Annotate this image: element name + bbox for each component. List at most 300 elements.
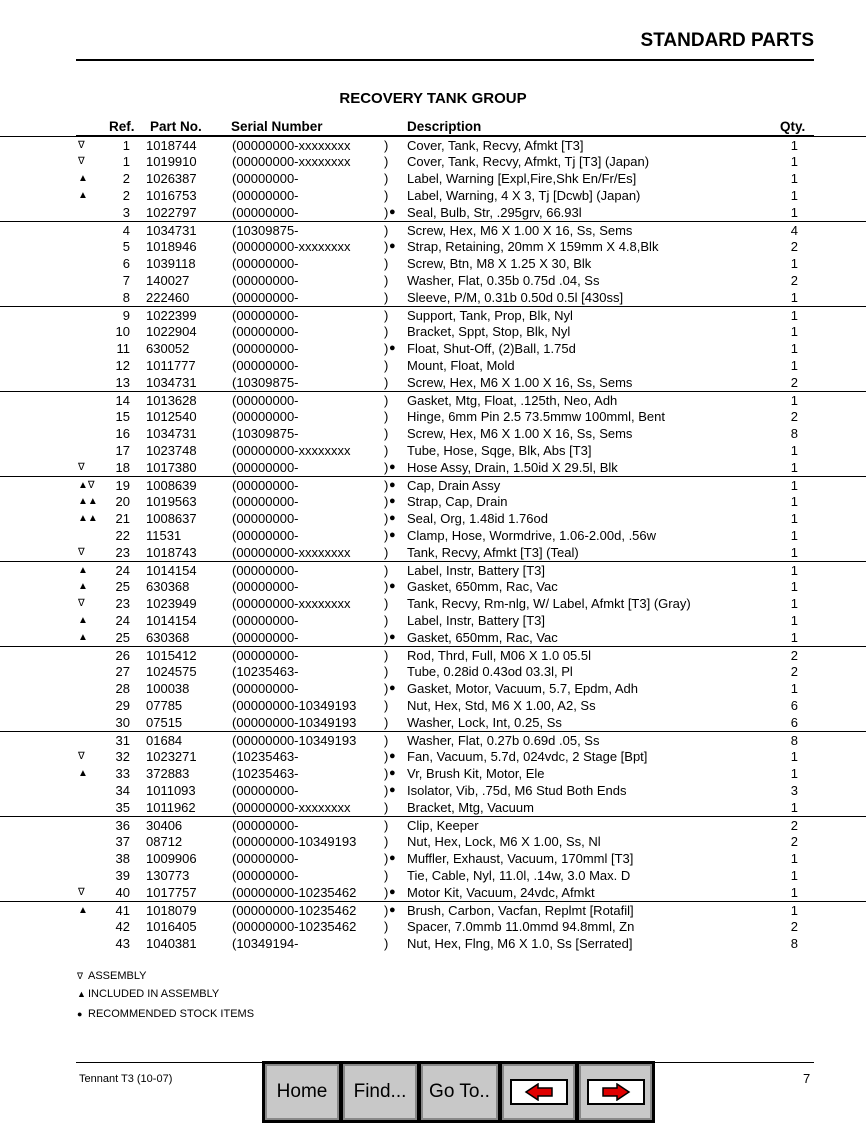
row-paren: ) [384,596,389,611]
row-qty: 1 [790,630,798,645]
row-description: Screw, Hex, M6 X 1.00 X 16, Ss, Sems [407,426,633,441]
row-serial-number: (00000000-xxxxxxxx [232,239,351,254]
row-description: Tie, Cable, Nyl, 11.0l, .14w, 3.0 Max. D [407,868,631,883]
row-paren: ) [384,579,389,594]
row-ref: 15 [115,409,130,424]
row-part-number: 1015412 [146,648,197,663]
row-ref: 3 [122,205,130,220]
row-serial-number: (00000000-10349193 [232,834,357,849]
row-qty: 1 [790,205,798,220]
row-ref: 24 [115,613,130,628]
table-row [0,697,866,714]
row-ref: 2 [122,188,130,203]
row-paren: ) [384,783,389,798]
table-row [0,918,866,935]
row-part-number: 1023748 [146,443,197,458]
row-part-number: 1022399 [146,308,197,323]
row-symbol: ▲ [78,768,88,779]
row-ref: 24 [115,563,130,578]
row-paren: ) [384,851,389,866]
row-part-number: 1018743 [146,545,197,560]
row-qty: 1 [790,563,798,578]
row-paren: ) [384,563,389,578]
row-ref: 20 [115,494,130,509]
row-serial-number: (00000000- [232,188,299,203]
row-part-number: 1024575 [146,664,197,679]
col-head-ref: Ref. [109,119,135,134]
row-qty: 8 [790,733,798,748]
row-symbol: ∇ [78,547,85,558]
next-page-button[interactable] [579,1064,652,1120]
row-paren: ) [384,154,389,169]
row-part-number: 1034731 [146,426,197,441]
row-part-number: 1018946 [146,239,197,254]
row-description: Mount, Float, Mold [407,358,515,373]
table-row [0,510,866,527]
home-button[interactable]: Home [265,1064,339,1120]
row-paren: ) [384,511,389,526]
row-serial-number: (00000000- [232,648,299,663]
row-part-number: 1017380 [146,460,197,475]
row-serial-number: (10309875- [232,223,299,238]
row-stock-icon: ● [389,529,396,541]
row-ref: 2 [122,171,130,186]
row-ref: 10 [115,324,130,339]
row-qty: 6 [790,698,798,713]
row-description: Nut, Hex, Flng, M6 X 1.0, Ss [Serrated] [407,936,633,951]
row-paren: ) [384,613,389,628]
row-description: Brush, Carbon, Vacfan, Replmt [Rotafil] [407,903,634,918]
row-ref: 4 [122,223,130,238]
row-qty: 1 [790,528,798,543]
row-description: Nut, Hex, Lock, M6 X 1.00, Ss, Nl [407,834,601,849]
row-paren: ) [384,681,389,696]
table-row [0,272,866,289]
row-paren: ) [384,919,389,934]
col-head-description: Description [407,119,482,134]
row-serial-number: (00000000-xxxxxxxx [232,138,351,153]
row-stock-icon: ● [389,784,396,796]
table-row [0,391,866,408]
row-ref: 1 [122,138,130,153]
row-ref: 25 [115,579,130,594]
row-ref: 13 [115,375,130,390]
nav-bar [262,1061,655,1123]
row-qty: 1 [790,511,798,526]
row-qty: 1 [790,324,798,339]
row-serial-number: (00000000- [232,783,299,798]
row-description: Clamp, Hose, Wormdrive, 1.06-2.00d, .56w [407,528,657,543]
row-stock-icon: ● [389,206,396,218]
table-row [0,884,866,901]
page-number: 7 [803,1071,811,1086]
row-serial-number: (00000000- [232,290,299,305]
row-qty: 1 [790,545,798,560]
row-qty: 1 [790,460,798,475]
row-serial-number: (00000000- [232,681,299,696]
table-row [0,595,866,612]
row-ref: 31 [115,733,130,748]
row-description: Bracket, Mtg, Vacuum [407,800,534,815]
row-qty: 2 [790,919,798,934]
col-head-serial: Serial Number [231,119,323,134]
table-row [0,374,866,391]
row-qty: 1 [790,443,798,458]
row-paren: ) [384,205,389,220]
row-description: Strap, Cap, Drain [407,494,508,509]
row-part-number: 08712 [146,834,183,849]
row-stock-icon: ● [389,767,396,779]
row-part-number: 1008637 [146,511,197,526]
row-part-number: 1026387 [146,171,197,186]
row-description: Screw, Btn, M8 X 1.25 X 30, Blk [407,256,592,271]
row-serial-number: (00000000- [232,478,299,493]
row-ref: 28 [115,681,130,696]
row-serial-number: (00000000- [232,256,299,271]
row-serial-number: (00000000-xxxxxxxx [232,545,351,560]
row-qty: 1 [790,290,798,305]
row-paren: ) [384,903,389,918]
row-serial-number: (00000000- [232,528,299,543]
legend-assembly: ∇ ASSEMBLY [77,970,147,982]
row-paren: ) [384,460,389,475]
row-qty: 2 [790,273,798,288]
row-serial-number: (00000000- [232,171,299,186]
row-ref: 16 [115,426,130,441]
row-qty: 2 [790,818,798,833]
row-description: Clip, Keeper [407,818,479,833]
row-ref: 23 [115,545,130,560]
row-ref: 6 [122,256,130,271]
row-part-number: 630368 [146,630,190,645]
row-part-number: 630368 [146,579,190,594]
row-part-number: 1016405 [146,919,197,934]
table-row [0,204,866,221]
row-ref: 17 [115,443,130,458]
row-description: Float, Shut-Off, (2)Ball, 1.75d [407,341,576,356]
row-paren: ) [384,494,389,509]
row-ref: 42 [115,919,130,934]
row-description: Label, Instr, Battery [T3] [407,563,546,578]
table-row [0,170,866,187]
row-description: Hinge, 6mm Pin 2.5 73.5mmw 100mml, Bent [407,409,665,424]
row-part-number: 1023949 [146,596,197,611]
table-row [0,340,866,357]
row-ref: 33 [115,766,130,781]
row-serial-number: (00000000- [232,273,299,288]
legend-included: ▲ INCLUDED IN ASSEMBLY [77,988,220,1000]
row-symbol: ∇ [78,598,85,609]
row-serial-number: (00000000- [232,460,299,475]
table-row [0,646,866,663]
row-ref: 41 [115,903,130,918]
row-ref: 23 [115,596,130,611]
row-paren: ) [384,630,389,645]
row-paren: ) [384,936,389,951]
row-part-number: 1016753 [146,188,197,203]
row-ref: 30 [115,715,130,730]
row-serial-number: (00000000- [232,409,299,424]
row-serial-number: (00000000- [232,358,299,373]
row-description: Label, Warning, 4 X 3, Tj [Dcwb] (Japan) [407,188,641,203]
row-ref: 37 [115,834,130,849]
row-description: Screw, Hex, M6 X 1.00 X 16, Ss, Sems [407,375,633,390]
row-description: Tank, Recvy, Rm-nlg, W/ Label, Afmkt [T3] (Gray) [407,596,691,611]
row-qty: 1 [790,868,798,883]
row-part-number: 1022797 [146,205,197,220]
legend-stock: ● RECOMMENDED STOCK ITEMS [77,1008,255,1020]
table-row [0,136,866,153]
row-part-number: 07515 [146,715,183,730]
row-paren: ) [384,443,389,458]
row-symbol: ∇ [78,462,85,473]
row-qty: 1 [790,613,798,628]
row-description: Washer, Flat, 0.27b 0.69d .05, Ss [407,733,600,748]
row-part-number: 1019910 [146,154,197,169]
group-title: RECOVERY TANK GROUP [339,90,527,107]
row-symbol: ▲ [78,173,88,184]
row-description: Cover, Tank, Recvy, Afmkt [T3] [407,138,584,153]
row-part-number: 1013628 [146,393,197,408]
row-qty: 1 [790,494,798,509]
table-row [0,663,866,680]
row-ref: 26 [115,648,130,663]
table-row [0,221,866,238]
row-description: Hose Assy, Drain, 1.50id X 29.5l, Blk [407,460,618,475]
row-serial-number: (10235463- [232,766,299,781]
row-part-number: 1018079 [146,903,197,918]
row-stock-icon: ● [389,631,396,643]
parts-table [0,136,866,952]
row-serial-number: (00000000-xxxxxxxx [232,443,351,458]
row-qty: 2 [790,375,798,390]
row-serial-number: (10235463- [232,749,299,764]
row-paren: ) [384,885,389,900]
row-description: Gasket, Mtg, Float, .125th, Neo, Adh [407,393,618,408]
row-paren: ) [384,664,389,679]
table-row [0,289,866,306]
table-row [0,680,866,697]
row-description: Washer, Flat, 0.35b 0.75d .04, Ss [407,273,600,288]
table-row [0,493,866,510]
row-qty: 1 [790,800,798,815]
row-qty: 1 [790,681,798,696]
row-qty: 2 [790,664,798,679]
row-serial-number: (00000000- [232,494,299,509]
row-part-number: 1022904 [146,324,197,339]
row-description: Gasket, Motor, Vacuum, 5.7, Epdm, Adh [407,681,638,696]
row-qty: 1 [790,766,798,781]
row-part-number: 630052 [146,341,190,356]
table-row [0,357,866,374]
table-row [0,612,866,629]
row-description: Washer, Lock, Int, 0.25, Ss [407,715,562,730]
row-description: Tube, 0.28id 0.43od 03.3l, Pl [407,664,573,679]
row-serial-number: (00000000- [232,630,299,645]
row-stock-icon: ● [389,240,396,252]
row-qty: 2 [790,239,798,254]
row-paren: ) [384,800,389,815]
table-row [0,816,866,833]
row-paren: ) [384,341,389,356]
row-qty: 1 [790,851,798,866]
row-description: Gasket, 650mm, Rac, Vac [407,579,558,594]
row-ref: 11 [116,341,130,356]
row-serial-number: (00000000- [232,563,299,578]
row-ref: 27 [115,664,130,679]
row-serial-number: (00000000-10235462 [232,903,357,918]
row-part-number: 01684 [146,733,183,748]
row-serial-number: (00000000- [232,613,299,628]
table-row [0,408,866,425]
row-paren: ) [384,528,389,543]
row-part-number: 1011962 [146,800,196,815]
row-serial-number: (00000000-10349193 [232,733,357,748]
row-paren: ) [384,393,389,408]
row-ref: 39 [115,868,130,883]
row-paren: ) [384,766,389,781]
included-icon: ▲ [77,989,86,999]
row-paren: ) [384,834,389,849]
row-paren: ) [384,290,389,305]
page-title: STANDARD PARTS [640,30,814,51]
row-stock-icon: ● [389,886,396,898]
row-serial-number: (10349194- [232,936,299,951]
row-stock-icon: ● [389,580,396,592]
footer-doc-info: Tennant T3 (10-07) [79,1073,173,1085]
row-serial-number: (00000000- [232,818,299,833]
row-serial-number: (10235463- [232,664,299,679]
row-serial-number: (00000000- [232,579,299,594]
row-paren: ) [384,478,389,493]
table-row [0,561,866,578]
row-paren: ) [384,256,389,271]
row-description: Spacer, 7.0mmb 11.0mmd 94.8mml, Zn [407,919,635,934]
row-ref: 12 [115,358,130,373]
row-serial-number: (00000000-10349193 [232,715,357,730]
row-symbol: ▲ [78,905,88,916]
row-part-number: 30406 [146,818,183,833]
row-symbol: ▲ [78,615,88,626]
row-description: Vr, Brush Kit, Motor, Ele [407,766,545,781]
row-paren: ) [384,375,389,390]
row-ref: 40 [115,885,130,900]
row-paren: ) [384,818,389,833]
prev-page-button[interactable] [502,1064,575,1120]
row-paren: ) [384,324,389,339]
row-part-number: 1019563 [146,494,197,509]
row-description: Muffler, Exhaust, Vacuum, 170mml [T3] [407,851,634,866]
row-serial-number: (00000000- [232,868,299,883]
row-part-number: 130773 [146,868,190,883]
row-qty: 2 [790,834,798,849]
table-row [0,901,866,918]
row-description: Tube, Hose, Sqge, Blk, Abs [T3] [407,443,592,458]
row-description: Strap, Retaining, 20mm X 159mm X 4.8,Blk [407,239,659,254]
row-serial-number: (00000000- [232,341,299,356]
row-description: Nut, Hex, Std, M6 X 1.00, A2, Ss [407,698,596,713]
row-serial-number: (10309875- [232,426,299,441]
row-paren: ) [384,358,389,373]
row-part-number: 1017757 [146,885,197,900]
row-stock-icon: ● [389,461,396,473]
row-part-number: 1011777 [146,358,196,373]
row-serial-number: (00000000-10235462 [232,919,357,934]
table-row [0,527,866,544]
row-serial-number: (00000000- [232,393,299,408]
row-symbol: ∇ [78,156,85,167]
row-part-number: 1009906 [146,851,197,866]
row-symbol: ∇ [78,887,85,898]
row-part-number: 11531 [146,528,182,543]
row-description: Sleeve, P/M, 0.31b 0.50d 0.5l [430ss] [407,290,624,305]
table-row [0,935,866,952]
table-row [0,323,866,340]
row-qty: 1 [790,171,798,186]
row-stock-icon: ● [389,479,396,491]
col-head-part-no: Part No. [150,119,202,134]
table-row [0,544,866,561]
row-qty: 1 [790,188,798,203]
red-right-arrow-icon [601,1083,631,1101]
row-serial-number: (00000000-10235462 [232,885,357,900]
table-row [0,629,866,646]
table-row [0,867,866,884]
row-paren: ) [384,868,389,883]
row-part-number: 222460 [146,290,190,305]
row-qty: 8 [790,426,798,441]
row-symbol: ▲ [78,190,88,201]
row-ref: 14 [115,393,130,408]
row-part-number: 1012540 [146,409,197,424]
row-symbol: ▲ [78,581,88,592]
row-ref: 25 [115,630,130,645]
row-qty: 1 [790,903,798,918]
row-symbol: ▲▲ [78,513,98,524]
row-paren: ) [384,715,389,730]
row-paren: ) [384,171,389,186]
row-symbol: ▲▲ [78,496,98,507]
row-stock-icon: ● [389,682,396,694]
row-serial-number: (00000000- [232,511,299,526]
row-description: Tank, Recvy, Afmkt [T3] (Teal) [407,545,579,560]
row-part-number: 100038 [146,681,190,696]
goto-button[interactable]: Go To.. [421,1064,498,1120]
row-description: Gasket, 650mm, Rac, Vac [407,630,558,645]
row-serial-number: (00000000-10349193 [232,698,357,713]
table-row [0,306,866,323]
row-qty: 4 [790,223,798,238]
row-description: Seal, Bulb, Str, .295grv, 66.93l [407,205,582,220]
row-serial-number: (00000000- [232,324,299,339]
row-qty: 8 [790,936,798,951]
row-qty: 3 [790,783,798,798]
row-serial-number: (00000000- [232,205,299,220]
row-paren: ) [384,239,389,254]
row-qty: 1 [790,885,798,900]
row-qty: 2 [790,648,798,663]
table-row [0,850,866,867]
row-ref: 18 [115,460,130,475]
row-ref: 1 [122,154,130,169]
find-button[interactable]: Find... [343,1064,417,1120]
row-description: Seal, Org, 1.48id 1.76od [407,511,548,526]
table-row [0,425,866,442]
row-serial-number: (10309875- [232,375,299,390]
assembly-icon: ∇ [77,971,84,981]
row-description: Isolator, Vib, .75d, M6 Stud Both Ends [407,783,627,798]
row-qty: 1 [790,393,798,408]
